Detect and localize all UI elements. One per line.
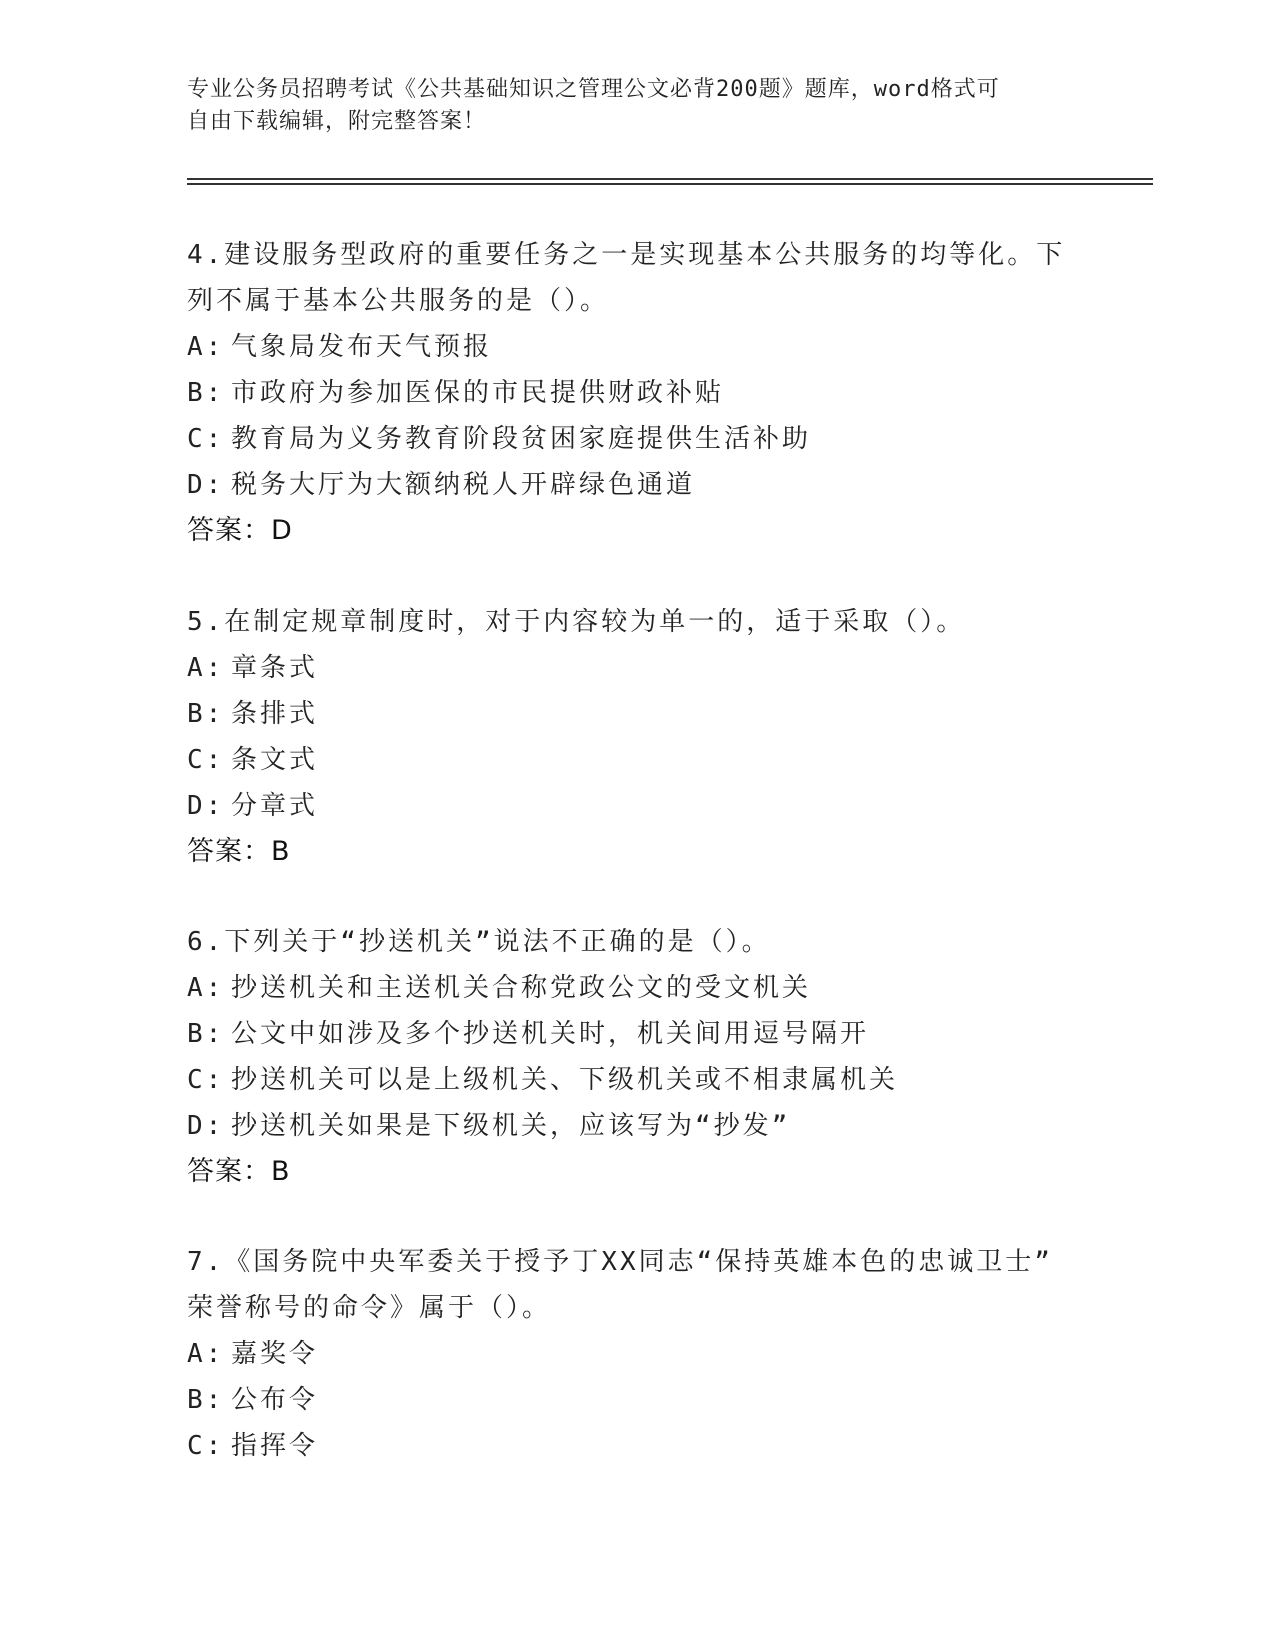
- question-7: [187, 1239, 1087, 1469]
- option-letter: C:: [187, 424, 225, 454]
- option-letter: B:: [187, 1385, 225, 1415]
- question-6: [187, 919, 1087, 1195]
- option-b: [187, 1011, 1087, 1057]
- option-text: 教育局为义务教育阶段贫困家庭提供生活补助: [231, 424, 812, 454]
- option-text: 抄送机关如果是下级机关，应该写为“抄发”: [231, 1111, 791, 1141]
- option-c: [187, 1423, 1087, 1469]
- option-letter: C:: [187, 745, 225, 775]
- option-text: 分章式: [231, 791, 319, 821]
- question-stem-line: 5.在制定规章制度时，对于内容较为单一的，适于采取（）。: [187, 607, 966, 637]
- header-divider-bottom: [187, 183, 1153, 185]
- option-letter: C:: [187, 1431, 225, 1461]
- option-text: 抄送机关可以是上级机关、下级机关或不相隶属机关: [231, 1065, 899, 1095]
- option-text: 市政府为参加医保的市民提供财政补贴: [231, 378, 725, 408]
- option-letter: B:: [187, 378, 225, 408]
- answer-line: 答案：B: [187, 836, 291, 867]
- option-text: 条排式: [231, 699, 319, 729]
- option-a: [187, 324, 1087, 370]
- option-b: [187, 370, 1087, 416]
- option-text: 条文式: [231, 745, 319, 775]
- document-header: [187, 74, 1067, 138]
- header-divider-top: [187, 178, 1153, 180]
- answer-line: 答案：D: [187, 515, 293, 546]
- option-c: [187, 1057, 1087, 1103]
- question-4: [187, 232, 1087, 554]
- option-text: 公布令: [231, 1385, 319, 1415]
- option-a: [187, 1331, 1087, 1377]
- option-c: [187, 416, 1087, 462]
- option-letter: C:: [187, 1065, 225, 1095]
- option-b: [187, 1377, 1087, 1423]
- option-letter: B:: [187, 699, 225, 729]
- option-b: [187, 691, 1087, 737]
- header-line-2: 自由下载编辑，附完整答案！: [187, 109, 487, 134]
- question-stem-line: 7.《国务院中央军委关于授予丁XX同志“保持英雄本色的忠诚卫士”: [187, 1247, 1053, 1277]
- option-text: 嘉奖令: [231, 1339, 319, 1369]
- option-d: [187, 1103, 1087, 1149]
- option-letter: A:: [187, 332, 225, 362]
- option-letter: D:: [187, 1111, 225, 1141]
- question-5: [187, 599, 1087, 875]
- header-line-1: 专业公务员招聘考试《公共基础知识之管理公文必背200题》题库，word格式可: [187, 77, 1000, 102]
- option-letter: D:: [187, 470, 225, 500]
- option-text: 公文中如涉及多个抄送机关时，机关间用逗号隔开: [231, 1019, 870, 1049]
- option-text: 税务大厅为大额纳税人开辟绿色通道: [231, 470, 696, 500]
- option-letter: B:: [187, 1019, 225, 1049]
- option-d: [187, 783, 1087, 829]
- option-text: 章条式: [231, 653, 319, 683]
- answer-line: 答案：B: [187, 1156, 291, 1187]
- question-stem-line: 列不属于基本公共服务的是（）。: [187, 286, 610, 316]
- option-d: [187, 462, 1087, 508]
- question-stem-line: 荣誉称号的命令》属于（）。: [187, 1293, 552, 1323]
- question-stem-line: 4.建设服务型政府的重要任务之一是实现基本公共服务的均等化。下: [187, 240, 1066, 270]
- option-letter: A:: [187, 1339, 225, 1369]
- option-letter: D:: [187, 791, 225, 821]
- option-text: 指挥令: [231, 1431, 319, 1461]
- option-a: [187, 965, 1087, 1011]
- option-a: [187, 645, 1087, 691]
- option-letter: A:: [187, 973, 225, 1003]
- option-text: 气象局发布天气预报: [231, 332, 493, 362]
- option-text: 抄送机关和主送机关合称党政公文的受文机关: [231, 973, 812, 1003]
- option-letter: A:: [187, 653, 225, 683]
- option-c: [187, 737, 1087, 783]
- question-stem-line: 6.下列关于“抄送机关”说法不正确的是（）。: [187, 927, 771, 957]
